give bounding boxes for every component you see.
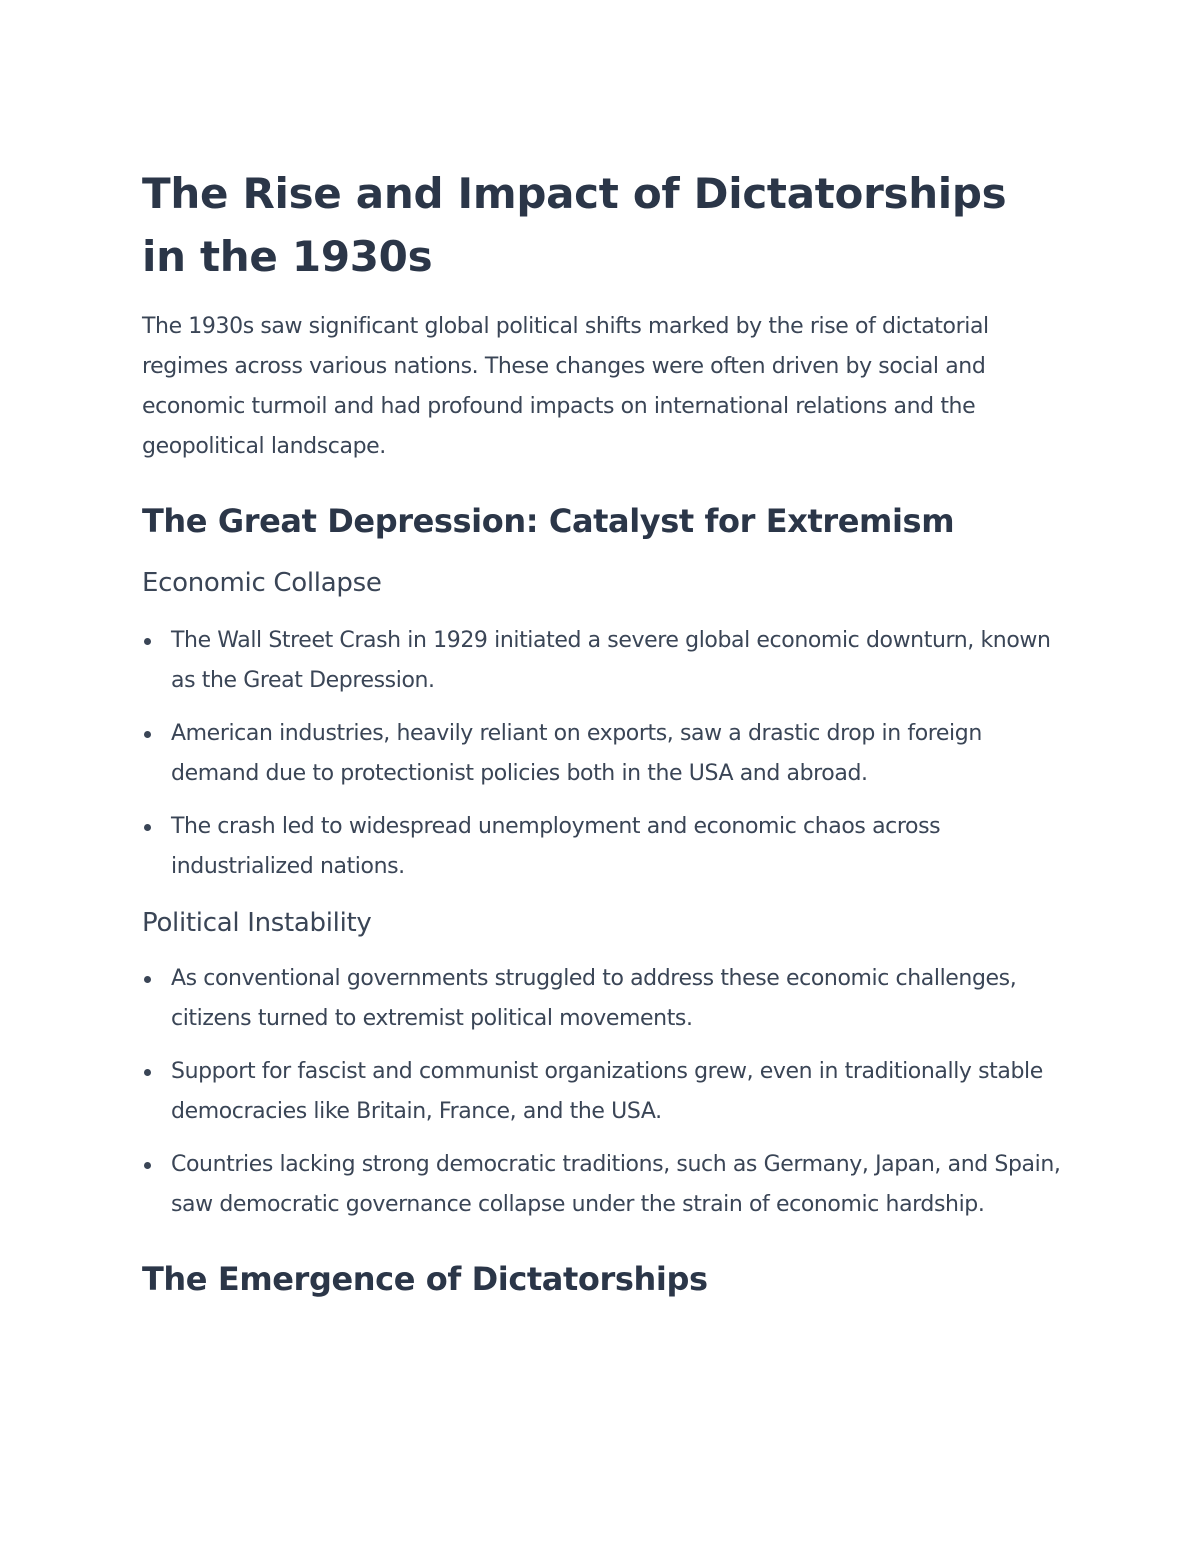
subsection-heading-political-instability: Political Instability [142,908,372,938]
list-item [142,1145,1062,1225]
document-title: The Rise and Impact of Dictatorships in the 1930s [142,169,1007,281]
subsection-heading-economic-collapse: Economic Collapse [142,568,382,598]
list-item-text: Support for fascist and communist organizations grew, even in traditionally stable democracies like Britain, France, and the USA. [171,1059,1043,1124]
list-item-text: The crash led to widespread unemployment and economic chaos across industrialized nations. [171,814,941,879]
list-item-text: Countries lacking strong democratic traditions, such as Germany, Japan, and Spain, saw democratic governance collapse under the strain of economic hardship. [171,1152,1061,1217]
list-item [142,1052,1062,1132]
list-item [142,807,1062,887]
document-page [142,162,1062,1301]
bullet-icon [144,731,151,738]
bullet-icon [144,976,151,983]
bullet-list [142,621,1062,887]
list-item [142,959,1062,1039]
section-heading: The Emergence of Dictatorships [142,1260,708,1298]
bullet-icon [144,1069,151,1076]
intro-paragraph: The 1930s saw significant global political shifts marked by the rise of dictatorial regimes across various nations. These changes were often driven by social and economic turmoil and had profound impacts on international relations and the geopolitical landscape. [142,314,989,459]
section-great-depression [142,499,1062,1225]
bullet-icon [144,1162,151,1169]
bullet-list [142,959,1062,1225]
list-item-text: As conventional governments struggled to address these economic challenges, citizens turned to extremist political movements. [171,966,1017,1031]
section-heading: The Great Depression: Catalyst for Extremism [142,502,955,540]
list-item-text: American industries, heavily reliant on exports, saw a drastic drop in foreign demand due to protectionist policies both in the USA and abroad. [171,721,982,786]
bullet-icon [144,638,151,645]
bullet-icon [144,824,151,831]
section-emergence-of-dictatorships [142,1257,1062,1301]
list-item [142,714,1062,794]
list-item [142,621,1062,701]
list-item-text: The Wall Street Crash in 1929 initiated a severe global economic downturn, known as the Great Depression. [171,628,1051,693]
